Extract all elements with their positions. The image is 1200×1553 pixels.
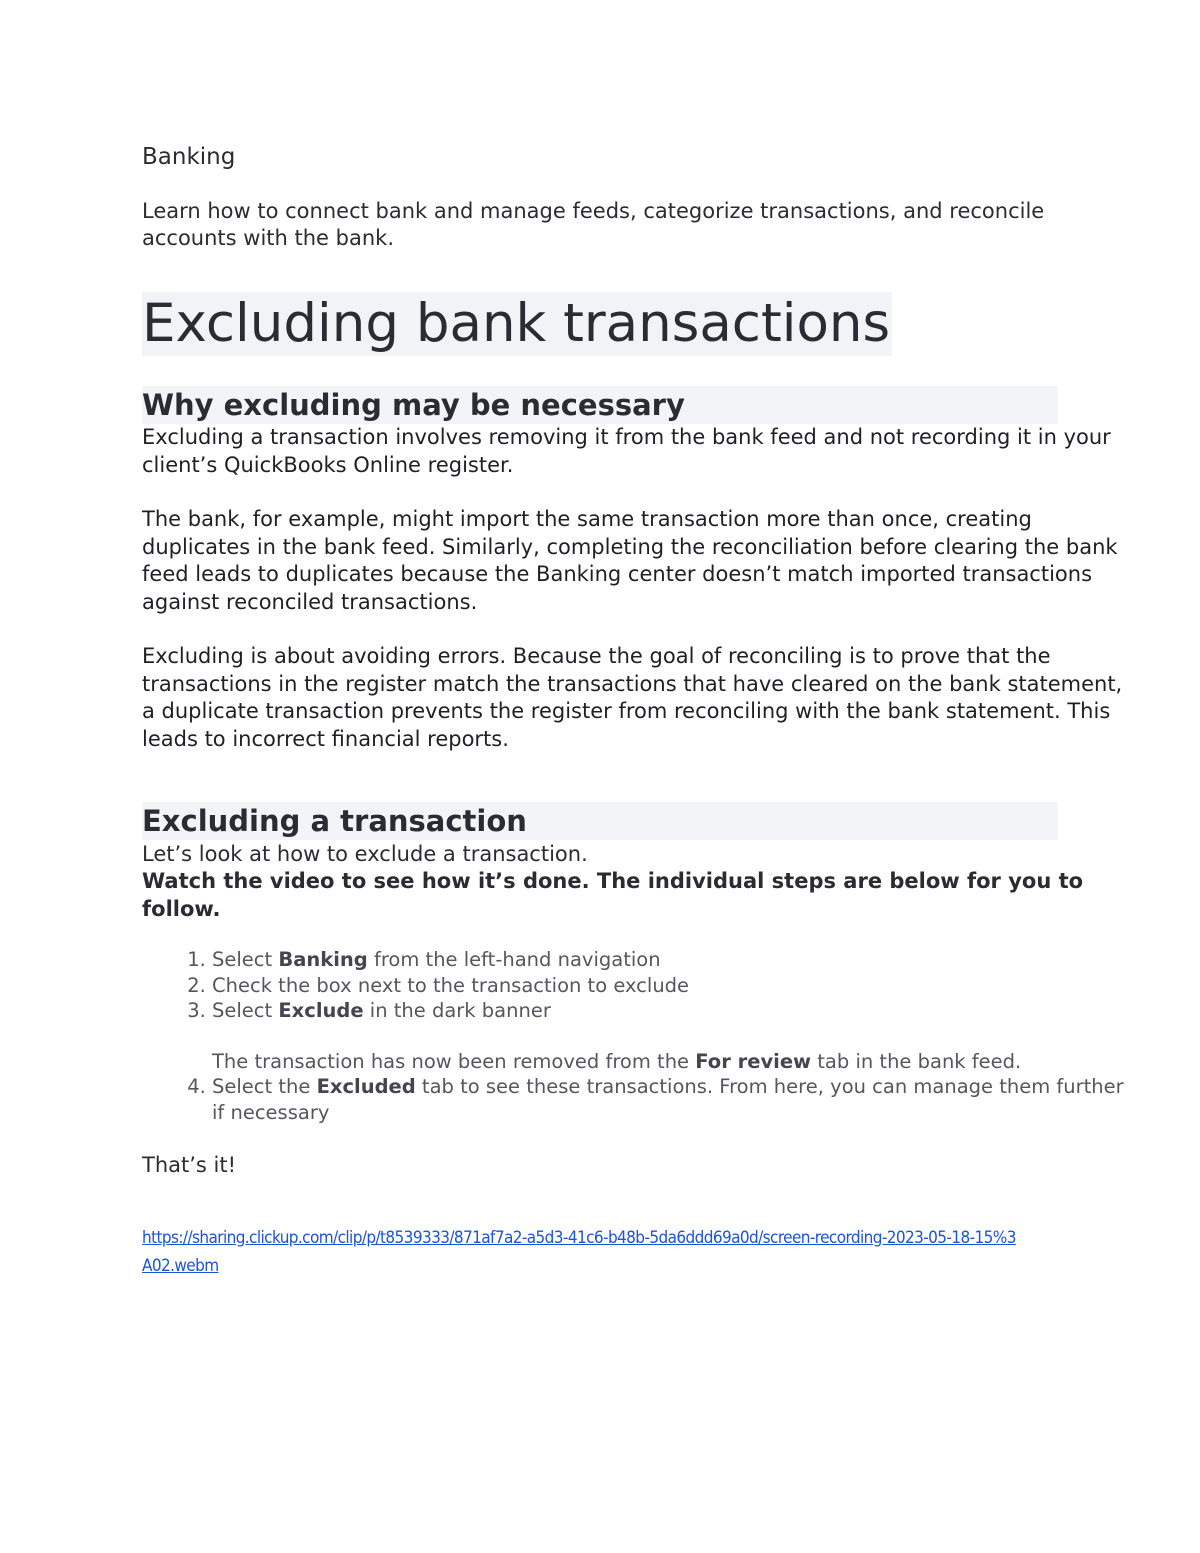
- step-text: Check the box next to the transaction to exclude: [212, 973, 690, 997]
- step-bold-term: Exclude: [278, 999, 364, 1022]
- step-item: [212, 947, 1132, 973]
- note-bold-term: For review: [695, 1049, 812, 1073]
- step-text: tab to see these transactions. From here, you can manage them further if necessary: [212, 1075, 1124, 1124]
- step-text: Select: [212, 948, 279, 971]
- exclude-video-instruction: Watch the video to see how it’s done. The individual steps are below for you to follow.: [142, 869, 1084, 921]
- document-page: [142, 140, 1132, 1280]
- why-paragraph-3: Excluding is about avoiding errors. Because the goal of reconciling is to prove that the transactions in the register match the transactions that have cleared on the bank statement, a duplicate transaction prevents the register from reconciling with the bank statement. This leads to incorrect financial reports.: [142, 644, 1123, 751]
- closing-line: That’s it!: [142, 1153, 237, 1177]
- step-text: in the dark banner: [363, 999, 551, 1022]
- note-text: tab in the bank feed.: [811, 1049, 1022, 1073]
- step-text: Select: [212, 999, 279, 1022]
- step-text: Select the: [212, 1075, 317, 1098]
- title-wrap: [142, 292, 1132, 358]
- step-item: [212, 973, 1132, 999]
- step-note: [212, 1049, 1132, 1075]
- page-title: Excluding bank transactions: [142, 293, 891, 354]
- why-paragraph-1: Excluding a transaction involves removing it from the bank feed and not recording it in your client’s QuickBooks Online register.: [142, 425, 1111, 477]
- step-item: [212, 998, 1132, 1074]
- excluding-transaction-heading: Excluding a transaction: [142, 802, 1058, 840]
- why-excluding-heading: Why excluding may be necessary: [142, 386, 1058, 424]
- note-text: The transaction has now been removed from the: [212, 1049, 696, 1073]
- step-bold-term: Banking: [278, 948, 368, 971]
- lead-paragraph: Learn how to connect bank and manage feeds, categorize transactions, and reconcile accounts with the bank.: [142, 199, 1045, 250]
- step-item: [212, 1074, 1132, 1125]
- step-text: from the left-hand navigation: [367, 948, 661, 971]
- why-paragraph-2: The bank, for example, might import the same transaction more than once, creating duplicates in the bank feed. Similarly, completing the reconciliation before clearing the bank feed leads to duplicates because the Banking center doesn’t match imported transactions against reconciled transactions.: [142, 507, 1118, 614]
- step-bold-term: Excluded: [316, 1075, 416, 1098]
- video-link[interactable]: https://sharing.clickup.com/clip/p/t8539333/871af7a2-a5d3-41c6-b48b-5da6ddd69a0d/screen-recording-2023-05-18-15%3A02.webm: [142, 1228, 1016, 1276]
- why-excluding-body: [142, 424, 1132, 753]
- exclude-steps-list: [142, 947, 1132, 1125]
- exclude-intro: Let’s look at how to exclude a transaction.: [142, 842, 588, 866]
- category-label: Banking: [142, 144, 236, 170]
